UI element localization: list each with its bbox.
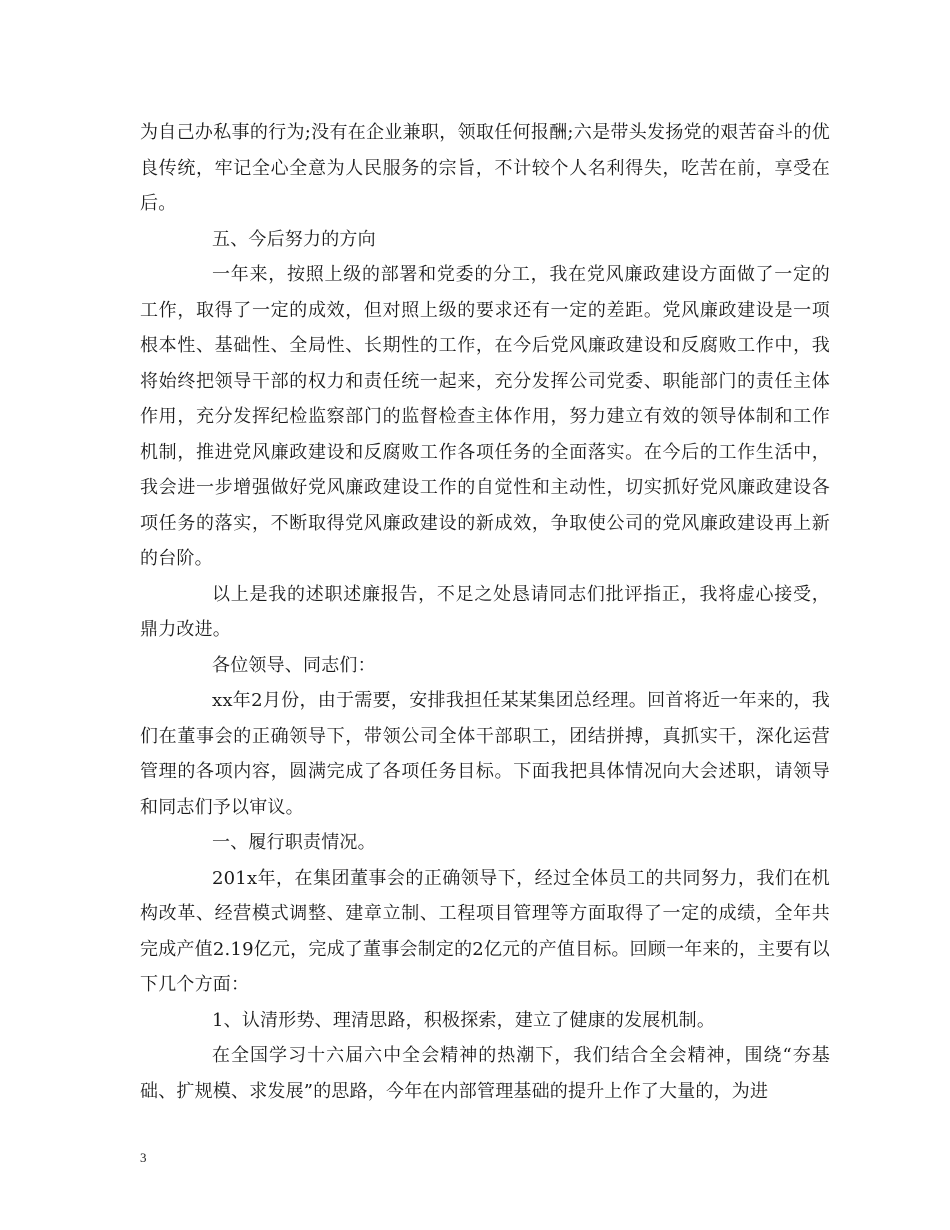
document-body bbox=[140, 115, 830, 1109]
page-number: 3 bbox=[140, 1150, 147, 1165]
subheading: 1、认清形势、理清思路，积极探索，建立了健康的发展机制。 bbox=[212, 1009, 716, 1031]
paragraph: 以上是我的述职述廉报告，不足之处恳请同志们批评指正，我将虚心接受，鼎力改进。 bbox=[140, 583, 830, 640]
section-heading-future-direction: 五、今后努力的方向 bbox=[212, 228, 376, 250]
paragraph: 一年来，按照上级的部署和党委的分工，我在党风廉政建设方面做了一定的工作，取得了一定的成效，但对照上级的要求还有一定的差距。党风廉政建设是一项根本性、基础性、全局性、长期性的工作，在今后党风廉政建设和反腐败工作中，我将始终把领导干部的权力和责任统一起来，充分发挥公司党委、职能部门的责任主体作用，充分发挥纪检监察部门的监督检查主体作用，努力建立有效的领导体制和工作机制，推进党风廉政建设和反腐败工作各项任务的全面落实。在今后的工作生活中，我会进一步增强做好党风廉政建设工作的自觉性和主动性，切实抓好党风廉政建设各项任务的落实，不断取得党风廉政建设的新成效，争取使公司的党风廉政建设再上新的台阶。 bbox=[140, 264, 830, 569]
paragraph: xx年2月份，由于需要，安排我担任某某集团总经理。回首将近一年来的，我们在董事会的正确领导下，带领公司全体干部职工，团结拼搏，真抓实干，深化运营管理的各项内容，圆满完成了各项任务目标。下面我把具体情况向大会述职，请领导和同志们予以审议。 bbox=[140, 690, 830, 818]
section-heading-duties: 一、履行职责情况。 bbox=[212, 832, 376, 853]
paragraph-continued: 为自己办私事的行为;没有在企业兼职，领取任何报酬;六是带头发扬党的艰苦奋斗的优良传统，牢记全心全意为人民服务的宗旨，不计较个人名利得失，吃苦在前，享受在后。 bbox=[140, 122, 830, 214]
paragraph: 在全国学习十六届六中全会精神的热潮下，我们结合全会精神，围绕“夯基础、扩规模、求发展”的思路，今年在内部管理基础的提升上作了大量的，为进 bbox=[140, 1045, 830, 1102]
paragraph: 201x年，在集团董事会的正确领导下，经过全体员工的共同努力，我们在机构改革、经营模式调整、建章立制、工程项目管理等方面取得了一定的成绩，全年共完成产值2.19亿元，完成了董事会制定的2亿元的产值目标。回顾一年来的，主要有以下几个方面： bbox=[140, 867, 830, 995]
salutation: 各位领导、同志们： bbox=[212, 654, 376, 676]
